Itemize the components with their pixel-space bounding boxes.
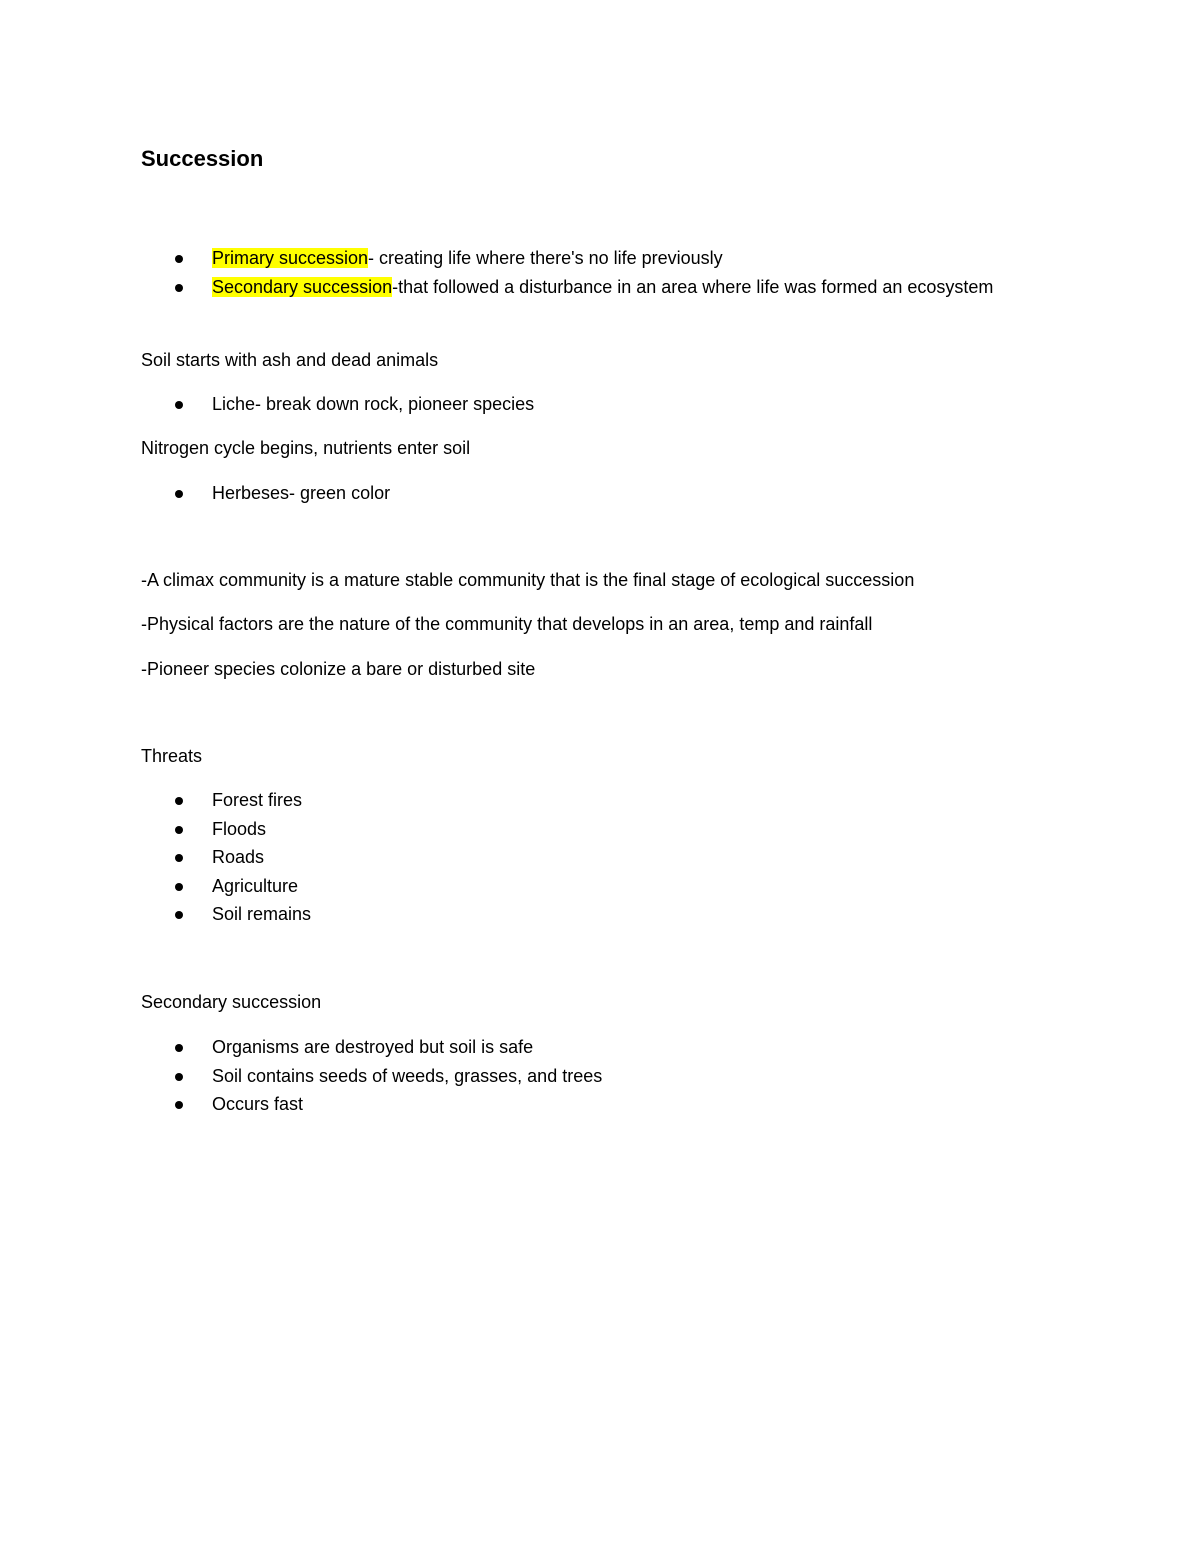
threats-heading: Threats bbox=[141, 746, 203, 766]
bullet-icon bbox=[175, 1073, 183, 1081]
highlighted-term: Primary succession bbox=[212, 248, 369, 268]
bullet-icon bbox=[175, 1044, 183, 1052]
list-item bbox=[141, 900, 311, 929]
list-item-text: Roads bbox=[212, 847, 265, 867]
list-item bbox=[141, 244, 1002, 273]
list-item bbox=[141, 479, 390, 508]
bullet-icon bbox=[175, 854, 183, 862]
bullet-icon bbox=[175, 797, 183, 805]
list-item-text: -that followed a disturbance in an area where life was formed an ecosystem bbox=[392, 276, 994, 297]
bullet-icon bbox=[175, 883, 183, 891]
list-item-text: Occurs fast bbox=[212, 1094, 304, 1114]
list-item bbox=[141, 872, 311, 901]
list-item bbox=[141, 1033, 602, 1062]
bullet-icon bbox=[175, 401, 183, 409]
page-title: Succession bbox=[141, 146, 264, 171]
paragraph-soil: Soil starts with ash and dead animals bbox=[141, 350, 439, 370]
highlighted-term: Secondary succession bbox=[212, 276, 393, 297]
list-item bbox=[141, 843, 311, 872]
list-item bbox=[141, 1090, 602, 1119]
secondary-succession-heading: Secondary succession bbox=[141, 992, 322, 1012]
list-item-text: Soil contains seeds of weeds, grasses, and trees bbox=[212, 1065, 603, 1086]
list-item bbox=[141, 390, 534, 419]
intro-list bbox=[141, 244, 1002, 301]
list-item-text: Liche- break down rock, pioneer species bbox=[212, 394, 535, 414]
bullet-icon bbox=[175, 1101, 183, 1109]
list-item-text: Organisms are destroyed but soil is safe bbox=[212, 1037, 534, 1057]
list-item bbox=[141, 1062, 602, 1091]
bullet-icon bbox=[175, 284, 183, 292]
list-item-text: - creating life where there's no life previously bbox=[368, 248, 723, 268]
nitrogen-list bbox=[141, 479, 390, 508]
bullet-icon bbox=[175, 826, 183, 834]
secondary-succession-list bbox=[141, 1033, 602, 1119]
paragraph-pioneer-species: -Pioneer species colonize a bare or disturbed site bbox=[141, 659, 536, 679]
threats-list bbox=[141, 786, 311, 929]
list-item bbox=[141, 273, 1002, 302]
list-item-text: Floods bbox=[212, 818, 267, 839]
bullet-icon bbox=[175, 911, 183, 919]
list-item bbox=[141, 786, 311, 815]
paragraph-physical-factors: -Physical factors are the nature of the community that develops in an area, temp and rainfall bbox=[141, 614, 873, 634]
paragraph-climax-community: -A climax community is a mature stable community that is the final stage of ecological succession bbox=[141, 570, 915, 590]
list-item-text: Forest fires bbox=[212, 790, 303, 810]
list-item-text: Herbeses- green color bbox=[212, 483, 391, 503]
bullet-icon bbox=[175, 255, 183, 263]
bullet-icon bbox=[175, 490, 183, 498]
list-item-text: Soil remains bbox=[212, 904, 312, 924]
paragraph-nitrogen: Nitrogen cycle begins, nutrients enter soil bbox=[141, 438, 471, 458]
list-item bbox=[141, 815, 311, 844]
list-item-text: Agriculture bbox=[212, 875, 299, 896]
soil-list bbox=[141, 390, 534, 419]
